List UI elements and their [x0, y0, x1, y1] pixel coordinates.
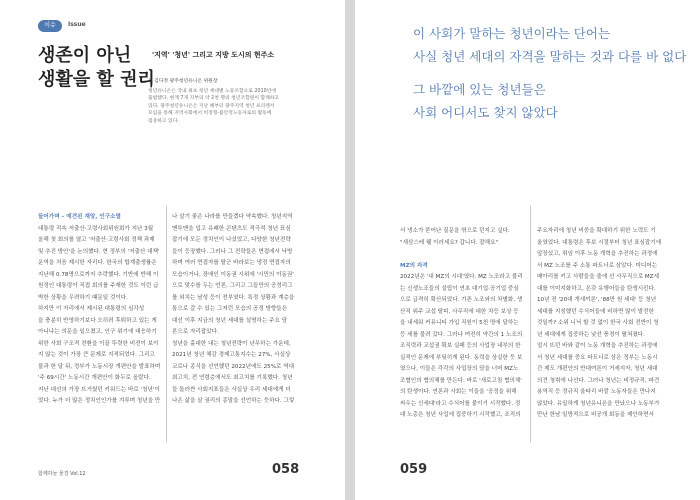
author-bio: [148, 88, 308, 126]
body-line: 을 내세워 커뮤니티 가입 직원이 5천 명에 달하는: [400, 320, 519, 326]
title-line: 생존이 아닌: [38, 45, 132, 66]
body-line: 나은 삶을 살 권리의 종말을 선언하는 듯하다. 그렇: [172, 398, 295, 404]
bio-line: 출범했다. 현재 7개 지부의 약 2천 명의 청년조합원이 함께하고: [148, 96, 280, 101]
bio-line: 모임을 통해 지역사회에서 비정형·불안정노동자로의 활동에: [148, 111, 272, 116]
body-line: 론으로 자리잡았다.: [172, 329, 219, 335]
issue-badge: 이슈: [38, 20, 62, 32]
body-line: 의견 청취에 나선다. 그러나 청년는 비정규직, 파견: [537, 377, 660, 384]
body-column-4: [537, 226, 667, 440]
body-line: 간 제도 개편안의 반대여론이 거세지자, 청년 세대: [537, 366, 658, 372]
body-line: 하지만 이 자리에서 제시된 대통령의 심각성: [38, 306, 145, 312]
body-line: 는 신생노조들의 설립이 연초 대기업·공기업 중심: [400, 285, 519, 292]
bio-line: 집중하고 있다.: [148, 118, 179, 124]
body-line: 대 노총은 청년 사업에 집중하기 시작했고, 조직의: [400, 412, 521, 418]
pull-quote: [413, 22, 686, 124]
body-line: 박한 상황을 우려하기 때문일 것이다.: [38, 294, 128, 301]
quote-line: 사회 어디서도 찾지 않았다: [413, 105, 558, 120]
body-line: 를 외치는 남성 등이 전부였다. 특정 상황과 계층을: [172, 294, 295, 301]
body-line: 년 세대에게 집중하는 낯선 풍경이 펼쳐졌다.: [537, 331, 645, 338]
body-line: 을 충분히 반영하기보다 오히려 후퇴하고 있는 게: [38, 317, 157, 324]
quote-line: 사실 청년 세대의 자격을 말하는 것과 다를 바 없다: [413, 49, 687, 64]
body-line: 모습이거나, 장애인 이동권 시위에 '시민의 이동권': [172, 271, 294, 278]
body-column-2: [172, 212, 300, 440]
body-line: 나 살기 좋은 나라를 만들겠다 약속했다. 청년지역: [172, 214, 293, 220]
page-number: 059: [400, 462, 428, 477]
body-line: 운역을 처음 제시한 자리다. 한국의 합계출생률은: [38, 260, 157, 266]
body-column-1: [38, 212, 160, 440]
body-line: 으로 맞수를 두는 언론, 그리고 그들만의 공정리그: [172, 283, 293, 289]
body-line: 앞장섰고, 취임 이후 노동 개혁을 추진하는 과정에: [537, 251, 658, 257]
quote-gap: [413, 68, 686, 78]
body-line: 주요자리에 청년 비중을 확대하기 위한 노력도 기: [537, 228, 656, 234]
body-line: 코로나 종식을 선언했던 2022년에도 25%로 역대: [172, 363, 295, 370]
body-line: 맨투맨을 입고 유쾌한 콘텐츠도 적극적 청년 표심: [172, 225, 291, 232]
body-line: 잡기에 모든 정치인이 나섰었고, 다양한 청년전략: [172, 237, 291, 243]
body-line: 대통령 직속 저출산·고령사회위원회가 지난 3월: [38, 225, 154, 232]
body-line: 지난해 0.78명으로까지 추락했다. 기반에 반해 이: [38, 271, 159, 278]
body-line: 2021년 청년 체감 경제고통지수는 27%, 사실상: [172, 352, 291, 358]
body-line: 청년을 홀대한 내는 청년전략이 난무하는 가운데,: [172, 340, 291, 347]
body-line: 세대를 지칭했던 수식어들에 비하면 많이 발전한: [537, 308, 654, 315]
body-line: 서 청년 세대를 중요 파트너로 삼은 정부는 노동시: [537, 354, 658, 361]
body-line: 것일까? 소위 니닉 할 것 없이 한국 사회 전반이 청: [537, 320, 659, 326]
body-line: 울였었다. 대통령은 후보 시절부터 청년 표심잡기에: [537, 239, 662, 246]
body-line: 조직력과 교섭권 확보 실패 등의 사업장 내부의 한: [400, 343, 521, 349]
body-line: 의 탄생이다. 연론과 사회는 이들을 '공정을 위해: [400, 389, 517, 395]
body-line: 지난 대선의 가장 뜨거웠던 키워드는 바로 '청년'이: [38, 386, 160, 393]
body-line: 서 MZ 노조를 주 소통 파트너로 삼았다. 미디어는: [537, 262, 658, 269]
section-heading: 들어가며 – 예견된 재앙, 인구소멸: [38, 214, 121, 220]
body-column-3: [400, 226, 527, 440]
body-line: 않았다. 유일하게 청년유니온을 만났으나 노동부가: [537, 400, 660, 407]
body-line: 싸우는 신세대'라고 수식어를 붙이기 시작했다. 정: [400, 400, 521, 407]
body-line: 원정인 대통령이 직접 회의를 주재한 것도 이런 급: [38, 283, 159, 289]
body-line: 만난 한남 일방적으로 비공개 회동을 제안하면서: [537, 412, 654, 418]
body-line: 올해 첫 회의를 열고 '저출산·고령사회 정책 과제: [38, 237, 155, 243]
body-line: 들 둘러싼 사회지표들은 사실상 우리 세대에게 더: [172, 386, 291, 393]
body-line: 들이 등장했다. 그러나 그 전략들은 면접에서 낙방: [172, 248, 293, 255]
body-line: 얼시 뜨던 바와 같이 노동 개혁을 추진하는 과정에: [537, 343, 658, 349]
body-line: 메아리를 키고 사람들을 줄에 선 사무직으로 MZ세: [537, 274, 659, 280]
column-divider: [530, 206, 531, 442]
body-line: 2022년은 '내 MZ의 시대'였다. MZ 노조라고 불리: [400, 274, 523, 280]
column-divider: [166, 206, 167, 442]
body-line: 조협인의 협의체를 만든다. 바로 '새로고침 협의체': [400, 377, 522, 384]
bio-line: 있다. 광주청년유니온은 지난 해부터 광주지역 청년 프리랜서: [148, 103, 275, 109]
body-line: 아니냐는 의문을 일으켰고, 인구 위기에 대응하기: [38, 329, 157, 335]
body-line: 통으로 갈 수 있는 그저런 모습의 공정 방향들은: [172, 306, 288, 312]
body-line: 용역직 등 정규직 울타리 바깥 노동자들은 만나지: [537, 389, 656, 395]
body-line: 대선 이후 지금의 청년 세대를 설명하는 주요 담: [172, 317, 288, 324]
body-line: 등 세를 불려 갔다. 그러나 여전히 약간의 1 노조의: [400, 331, 523, 338]
author-name: 글 김다정 광주청년유니온 위원장: [148, 79, 218, 84]
bio-line: 청년유니온은 국내 최초 청년 세대별 노동조합으로 2010년에: [148, 88, 276, 94]
body-line: 서 냉소가 묻어난 질문을 엮으로 던지고 싶다.: [400, 228, 510, 234]
left-page: [0, 0, 345, 500]
body-line: 지 않는 것이 가장 큰 문제로 지적되었다. 그리고: [38, 352, 155, 358]
issue-label: Issue: [68, 21, 86, 28]
body-line: 었다. 누가 더 많은 정치인인가를 겨루며 청년을 만: [38, 398, 160, 404]
body-line: '주 69시간' 노동시간 개편안이 화두로 올랐다.: [38, 375, 151, 381]
body-line: 대를 이미지화하고, 온갖 유행어들을 탄생시킨다.: [537, 285, 656, 292]
body-line: 산직 위주 교섭 탈피, 사무직에 대한 차등 보상 등: [400, 308, 519, 315]
body-line: 불과 한 달 뒤, 정부가 노동시장 개편안을 발표하며: [38, 363, 160, 370]
body-line: 10년 전 '20대 개새끼론', '88만 원 세대' 등 청년: [537, 297, 657, 303]
body-line: 였으나, 이들은 각각의 사업장의 담을 너머 MZ노: [400, 366, 519, 372]
page-number: 058: [272, 462, 300, 477]
body-line: "새삼스레 웰 이러세요? 갑니다. 잘해요": [400, 239, 499, 246]
article-subtitle: '지역' '청년' 그리고 지방 도시의 현주소: [152, 51, 275, 59]
body-line: 하며 여러 면접자를 탈군 바라보는 냉정 면접자의: [172, 260, 291, 266]
quote-line: 이 사회가 말하는 청년이라는 단어는: [413, 26, 611, 41]
quote-line: 그 바깥에 있는 청년들은: [413, 82, 546, 97]
body-line: 실적인 문제에 부딪히게 된다. 동력을 상실한 듯 보: [400, 354, 523, 361]
section-heading: MZ의 자격: [400, 262, 428, 269]
body-line: 최고치, 전 연령층에서도 최고치를 기록했다. 청년: [172, 375, 293, 381]
body-line: 으로 급격히 확산되었다. 기존 노조와의 차별화, 생: [400, 297, 523, 303]
right-page: [355, 0, 700, 500]
body-line: 및 추진 방안'을 논의했다. 현 정부의 '저출산 대책': [38, 248, 160, 255]
body-line: 위한 사회 구조적 전환을 이끌 뚜렷한 비전이 보이: [38, 340, 159, 347]
title-line: 생활을 할 권리: [38, 69, 155, 90]
paragraph-gap: [400, 249, 527, 261]
author-byline: [148, 78, 308, 125]
magazine-folio: 함께하늘 물결 Vol.12: [38, 471, 86, 477]
